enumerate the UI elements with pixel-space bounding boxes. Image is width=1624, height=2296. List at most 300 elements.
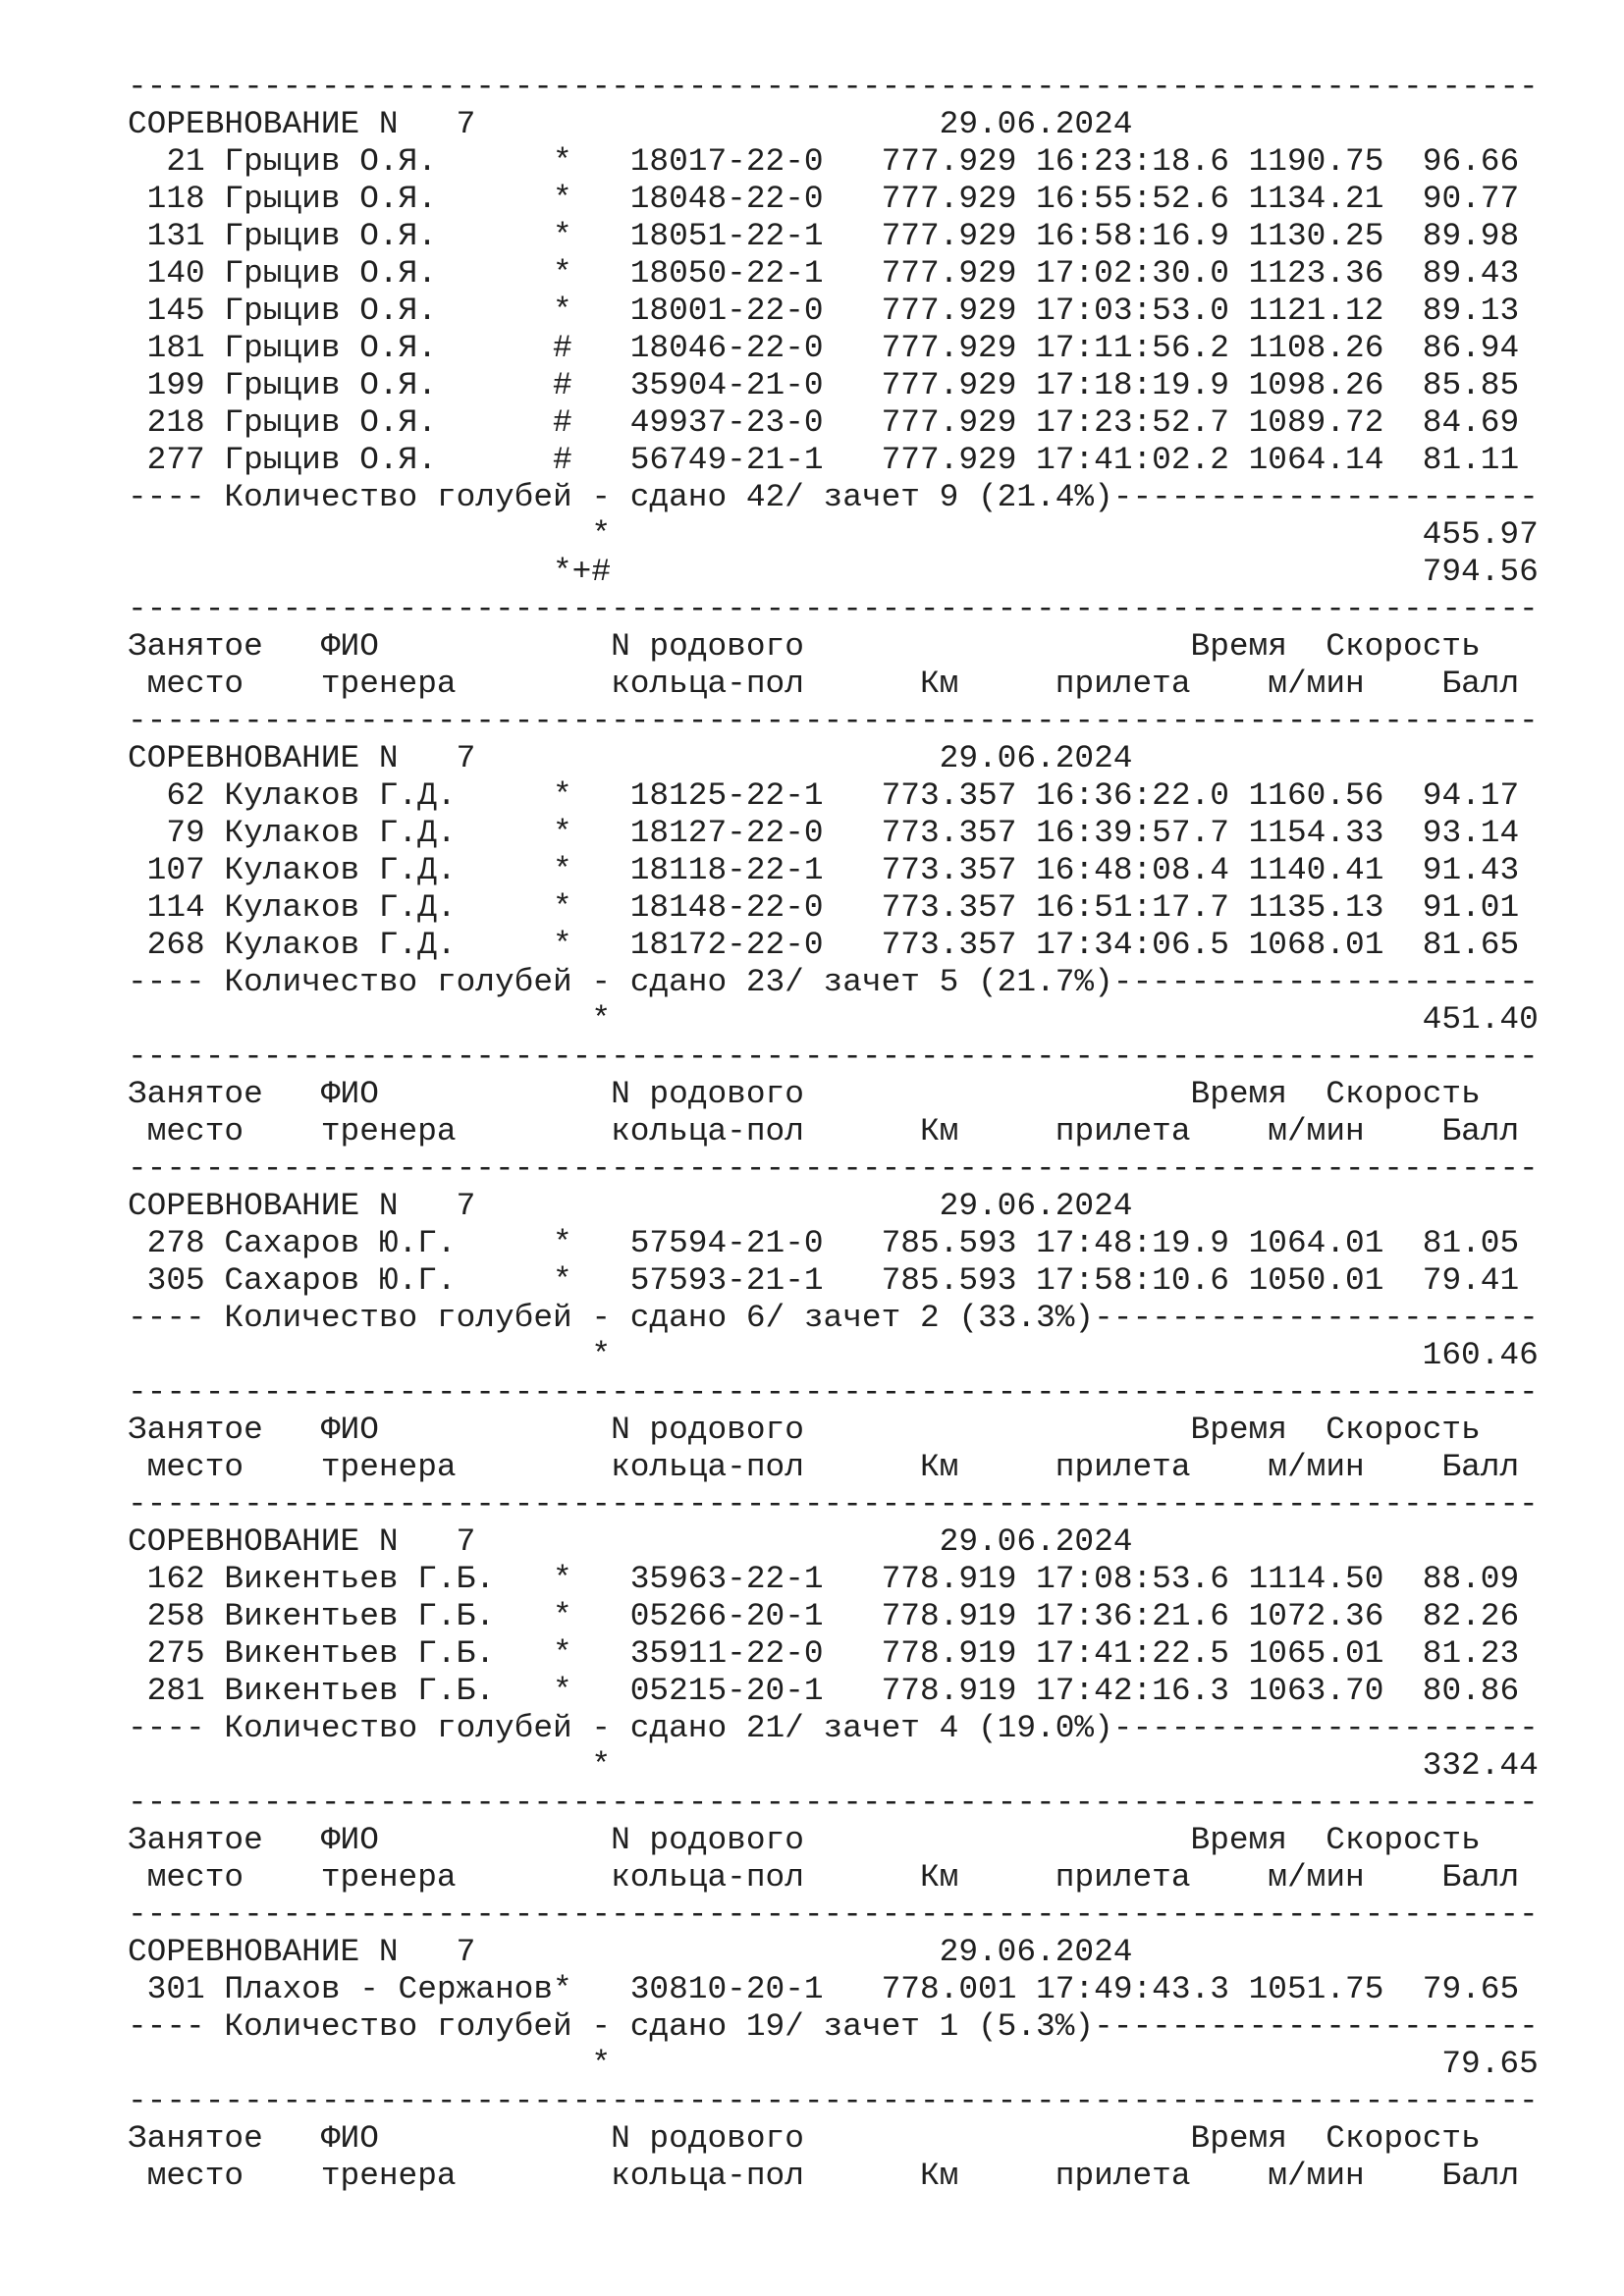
header-km: Км (919, 1113, 959, 1149)
header-speed: м/мин (1268, 1449, 1365, 1485)
arrival-time-cell: 16:51:17.7 (1036, 889, 1229, 926)
result-row (128, 1673, 1539, 1710)
header-score: Балл (1441, 1449, 1520, 1485)
header-time: Время (1074, 1076, 1287, 1112)
arrival-time-cell: 17:41:02.2 (1036, 442, 1229, 478)
arrival-time-cell: 17:18:19.9 (1036, 367, 1229, 403)
score-cell: 91.43 (1422, 852, 1520, 888)
header-km: Км (919, 2158, 959, 2194)
competition-title-line (128, 1523, 1539, 1561)
column-header-line-1 (128, 1822, 1539, 1859)
result-row (128, 777, 1539, 815)
separator-line: ------------------------------------------------------------------------- (128, 1150, 1539, 1187)
competition-title-line (128, 1934, 1539, 1971)
result-row (128, 367, 1539, 404)
competition-date: 29.06.2024 (939, 1523, 1133, 1560)
result-row (128, 330, 1539, 367)
result-row (128, 255, 1539, 293)
header-speed: Скорость (1326, 628, 1481, 665)
header-ring: кольца-пол (611, 666, 920, 702)
header-name: ФИО (320, 1076, 612, 1112)
speed-cell: 1108.26 (1248, 330, 1384, 366)
summary-text: Количество голубей - сдано 42/ зачет 9 (21.4%) (224, 479, 1113, 515)
total-line (128, 1337, 1539, 1374)
trainer-name-cell: Грыцив О.Я. (224, 442, 554, 478)
ring-cell: 05215-20-1 (629, 1673, 824, 1709)
score-cell: 89.98 (1422, 218, 1520, 254)
column-header-line-1 (128, 628, 1539, 666)
total-line (128, 1001, 1539, 1039)
speed-cell: 1134.21 (1248, 181, 1384, 217)
separator-line: ------------------------------------------------------------------------- (128, 1039, 1539, 1075)
result-row (128, 293, 1539, 330)
header-speed: Скорость (1326, 1822, 1481, 1858)
distance-cell: 778.919 (881, 1561, 1017, 1597)
header-score: Балл (1441, 1859, 1520, 1896)
header-ring: N родового (611, 1412, 1075, 1448)
header-place: Занятое (128, 1412, 321, 1448)
header-place: Занятое (128, 628, 321, 665)
score-cell: 81.65 (1422, 927, 1520, 963)
trainer-name-cell: Грыцив О.Я. (224, 181, 554, 217)
header-place: место (146, 1449, 321, 1485)
trainer-name-cell: Кулаков Г.Д. (224, 927, 554, 963)
place-cell: 62 (128, 777, 205, 814)
competition-title-line (128, 106, 1539, 143)
trainer-name-cell: Грыцив О.Я. (224, 330, 554, 366)
ring-cell: 05266-20-1 (629, 1598, 824, 1634)
header-km: Км (919, 1859, 959, 1896)
header-place: место (146, 2158, 321, 2194)
separator-line: ------------------------------------------------------------------------- (128, 69, 1539, 105)
column-header-line-2 (128, 1449, 1539, 1486)
header-place: Занятое (128, 2120, 321, 2157)
place-cell: 181 (128, 330, 205, 366)
result-row (128, 1561, 1539, 1598)
header-speed: Скорость (1326, 1412, 1481, 1448)
ring-cell: 18125-22-1 (629, 777, 824, 814)
result-row (128, 442, 1539, 479)
total-marker: *+# (553, 554, 612, 590)
result-row (128, 815, 1539, 852)
place-cell: 305 (128, 1262, 205, 1299)
result-row (128, 1598, 1539, 1635)
score-cell: 93.14 (1422, 815, 1520, 851)
ring-cell: 18118-22-1 (629, 852, 824, 888)
header-name: ФИО (320, 1412, 612, 1448)
competition-label: СОРЕВНОВАНИЕ N (128, 106, 399, 142)
total-value: 79.65 (1441, 2046, 1539, 2082)
place-cell: 218 (128, 404, 205, 441)
speed-cell: 1123.36 (1248, 255, 1384, 292)
speed-cell: 1050.01 (1248, 1262, 1384, 1299)
competition-label: СОРЕВНОВАНИЕ N (128, 740, 399, 776)
separator-line: ------------------------------------------------------------------------- (128, 703, 1539, 739)
mark-cell: # (553, 442, 572, 478)
arrival-time-cell: 16:23:18.6 (1036, 143, 1229, 180)
separator-line: ------------------------------------------------------------------------- (128, 1486, 1539, 1522)
header-name: тренера (320, 2158, 612, 2194)
trainer-name-cell: Викентьев Г.Б. (224, 1635, 554, 1672)
speed-cell: 1114.50 (1248, 1561, 1384, 1597)
trainer-name-cell: Сахаров Ю.Г. (224, 1262, 554, 1299)
score-cell: 85.85 (1422, 367, 1520, 403)
score-cell: 89.43 (1422, 255, 1520, 292)
distance-cell: 785.593 (881, 1262, 1017, 1299)
column-header-line-1 (128, 1412, 1539, 1449)
total-value: 451.40 (1422, 1001, 1539, 1038)
header-place: Занятое (128, 1076, 321, 1112)
ring-cell: 35904-21-0 (629, 367, 824, 403)
mark-cell: * (553, 1262, 572, 1299)
header-time: прилета (1055, 1859, 1191, 1896)
place-cell: 131 (128, 218, 205, 254)
speed-cell: 1098.26 (1248, 367, 1384, 403)
competition-date: 29.06.2024 (939, 106, 1133, 142)
header-ring: N родового (611, 628, 1075, 665)
distance-cell: 773.357 (881, 927, 1017, 963)
place-cell: 258 (128, 1598, 205, 1634)
arrival-time-cell: 16:55:52.6 (1036, 181, 1229, 217)
total-marker: * (591, 516, 612, 553)
mark-cell: * (553, 1635, 572, 1672)
ring-cell: 35963-22-1 (629, 1561, 824, 1597)
arrival-time-cell: 16:39:57.7 (1036, 815, 1229, 851)
competition-number: 7 (456, 740, 476, 776)
header-ring: кольца-пол (611, 1859, 920, 1896)
separator-line: ------------------------------------------------------------------------- (128, 1785, 1539, 1821)
result-row (128, 852, 1539, 889)
arrival-time-cell: 17:42:16.3 (1036, 1673, 1229, 1709)
trainer-name-cell: Грыцив О.Я. (224, 218, 554, 254)
result-row (128, 1262, 1539, 1300)
result-row (128, 1971, 1539, 2008)
place-cell: 21 (128, 143, 205, 180)
score-cell: 82.26 (1422, 1598, 1520, 1634)
result-row (128, 1635, 1539, 1673)
result-row (128, 889, 1539, 927)
speed-cell: 1068.01 (1248, 927, 1384, 963)
speed-cell: 1130.25 (1248, 218, 1384, 254)
result-row (128, 1225, 1539, 1262)
ring-cell: 56749-21-1 (629, 442, 824, 478)
total-line (128, 2046, 1539, 2083)
header-speed: м/мин (1268, 2158, 1365, 2194)
distance-cell: 777.929 (881, 143, 1017, 180)
distance-cell: 777.929 (881, 442, 1017, 478)
header-ring: кольца-пол (611, 1113, 920, 1149)
place-cell: 118 (128, 181, 205, 217)
speed-cell: 1051.75 (1248, 1971, 1384, 2007)
header-place: Занятое (128, 1822, 321, 1858)
column-header-line-2 (128, 666, 1539, 703)
separator-line: ------------------------------------------------------------------------- (128, 2083, 1539, 2119)
distance-cell: 777.929 (881, 367, 1017, 403)
header-km: Км (919, 666, 959, 702)
ring-cell: 49937-23-0 (629, 404, 824, 441)
competition-title-line (128, 740, 1539, 777)
total-line (128, 554, 1539, 591)
speed-cell: 1089.72 (1248, 404, 1384, 441)
mark-cell: * (553, 927, 572, 963)
score-cell: 89.13 (1422, 293, 1520, 329)
place-cell: 114 (128, 889, 205, 926)
mark-cell: * (553, 293, 572, 329)
score-cell: 81.11 (1422, 442, 1520, 478)
mark-cell: * (553, 1971, 572, 2007)
place-cell: 140 (128, 255, 205, 292)
score-cell: 90.77 (1422, 181, 1520, 217)
ring-cell: 18148-22-0 (629, 889, 824, 926)
competition-number: 7 (456, 1934, 476, 1970)
header-time: Время (1074, 2120, 1287, 2157)
distance-cell: 777.929 (881, 181, 1017, 217)
trainer-name-cell: Грыцив О.Я. (224, 293, 554, 329)
header-score: Балл (1441, 666, 1520, 702)
competition-date: 29.06.2024 (939, 1934, 1133, 1970)
competition-label: СОРЕВНОВАНИЕ N (128, 1188, 399, 1224)
header-ring: N родового (611, 2120, 1075, 2157)
arrival-time-cell: 17:03:53.0 (1036, 293, 1229, 329)
trainer-name-cell: Кулаков Г.Д. (224, 852, 554, 888)
score-cell: 94.17 (1422, 777, 1520, 814)
mark-cell: # (553, 404, 572, 441)
column-header-line-2 (128, 1113, 1539, 1150)
column-header-line-2 (128, 1859, 1539, 1896)
result-row (128, 218, 1539, 255)
ring-cell: 18051-22-1 (629, 218, 824, 254)
trainer-name-cell: Викентьев Г.Б. (224, 1598, 554, 1634)
competition-report (128, 69, 1539, 2195)
mark-cell: * (553, 852, 572, 888)
header-name: ФИО (320, 1822, 612, 1858)
score-cell: 91.01 (1422, 889, 1520, 926)
mark-cell: * (553, 143, 572, 180)
speed-cell: 1065.01 (1248, 1635, 1384, 1672)
ring-cell: 18172-22-0 (629, 927, 824, 963)
place-cell: 301 (128, 1971, 205, 2007)
score-cell: 81.23 (1422, 1635, 1520, 1672)
distance-cell: 777.929 (881, 218, 1017, 254)
trainer-name-cell: Сахаров Ю.Г. (224, 1225, 554, 1261)
total-marker: * (591, 1747, 612, 1784)
header-time: прилета (1055, 2158, 1191, 2194)
column-header-line-1 (128, 2120, 1539, 2158)
header-ring: кольца-пол (611, 1449, 920, 1485)
trainer-name-cell: Грыцив О.Я. (224, 404, 554, 441)
summary-text: Количество голубей - сдано 19/ зачет 1 (5.3%) (224, 2008, 1095, 2045)
score-cell: 79.65 (1422, 1971, 1520, 2007)
distance-cell: 777.929 (881, 293, 1017, 329)
header-name: ФИО (320, 2120, 612, 2157)
distance-cell: 778.001 (881, 1971, 1017, 2007)
arrival-time-cell: 16:48:08.4 (1036, 852, 1229, 888)
arrival-time-cell: 17:23:52.7 (1036, 404, 1229, 441)
header-speed: м/мин (1268, 1113, 1365, 1149)
header-name: тренера (320, 1449, 612, 1485)
distance-cell: 773.357 (881, 815, 1017, 851)
competition-number: 7 (456, 1523, 476, 1560)
arrival-time-cell: 17:58:10.6 (1036, 1262, 1229, 1299)
place-cell: 278 (128, 1225, 205, 1261)
arrival-time-cell: 17:48:19.9 (1036, 1225, 1229, 1261)
trainer-name-cell: Грыцив О.Я. (224, 255, 554, 292)
arrival-time-cell: 17:11:56.2 (1036, 330, 1229, 366)
total-line (128, 1747, 1539, 1785)
trainer-name-cell: Плахов - Сержанов (224, 1971, 554, 2007)
result-row (128, 181, 1539, 218)
place-cell: 162 (128, 1561, 205, 1597)
arrival-time-cell: 16:58:16.9 (1036, 218, 1229, 254)
mark-cell: * (553, 889, 572, 926)
mark-cell: * (553, 1673, 572, 1709)
summary-line: ---- Количество голубей - сдано 23/ зачет 5 (21.7%)---------------------- (128, 964, 1539, 1000)
score-cell: 88.09 (1422, 1561, 1520, 1597)
ring-cell: 18127-22-0 (629, 815, 824, 851)
competition-label: СОРЕВНОВАНИЕ N (128, 1934, 399, 1970)
ring-cell: 18050-22-1 (629, 255, 824, 292)
header-speed: Скорость (1326, 1076, 1481, 1112)
header-time: Время (1074, 628, 1287, 665)
speed-cell: 1160.56 (1248, 777, 1384, 814)
speed-cell: 1121.12 (1248, 293, 1384, 329)
header-time: прилета (1055, 1449, 1191, 1485)
total-marker: * (591, 1001, 612, 1038)
summary-line: ---- Количество голубей - сдано 42/ зачет 9 (21.4%)---------------------- (128, 479, 1539, 515)
ring-cell: 18001-22-0 (629, 293, 824, 329)
result-row (128, 404, 1539, 442)
mark-cell: * (553, 1561, 572, 1597)
header-time: прилета (1055, 666, 1191, 702)
place-cell: 281 (128, 1673, 205, 1709)
arrival-time-cell: 17:02:30.0 (1036, 255, 1229, 292)
arrival-time-cell: 17:08:53.6 (1036, 1561, 1229, 1597)
header-time: прилета (1055, 1113, 1191, 1149)
trainer-name-cell: Грыцив О.Я. (224, 367, 554, 403)
summary-line: ---- Количество голубей - сдано 19/ зачет 1 (5.3%)----------------------- (128, 2008, 1539, 2045)
score-cell: 96.66 (1422, 143, 1520, 180)
summary-text: Количество голубей - сдано 21/ зачет 4 (19.0%) (224, 1710, 1113, 1746)
competition-number: 7 (456, 106, 476, 142)
header-km: Км (919, 1449, 959, 1485)
ring-cell: 18048-22-0 (629, 181, 824, 217)
place-cell: 145 (128, 293, 205, 329)
trainer-name-cell: Кулаков Г.Д. (224, 889, 554, 926)
header-score: Балл (1441, 2158, 1520, 2194)
mark-cell: * (553, 1598, 572, 1634)
separator-line: ------------------------------------------------------------------------- (128, 591, 1539, 627)
trainer-name-cell: Кулаков Г.Д. (224, 815, 554, 851)
header-name: ФИО (320, 628, 612, 665)
distance-cell: 773.357 (881, 889, 1017, 926)
separator-line: ------------------------------------------------------------------------- (128, 1374, 1539, 1411)
header-name: тренера (320, 666, 612, 702)
speed-cell: 1063.70 (1248, 1673, 1384, 1709)
result-row (128, 927, 1539, 964)
distance-cell: 777.929 (881, 330, 1017, 366)
header-time: Время (1074, 1822, 1287, 1858)
header-speed: м/мин (1268, 1859, 1365, 1896)
arrival-time-cell: 16:36:22.0 (1036, 777, 1229, 814)
ring-cell: 57594-21-0 (629, 1225, 824, 1261)
summary-line: ---- Количество голубей - сдано 6/ зачет 2 (33.3%)----------------------- (128, 1300, 1539, 1336)
separator-line: ------------------------------------------------------------------------- (128, 1896, 1539, 1933)
speed-cell: 1154.33 (1248, 815, 1384, 851)
speed-cell: 1064.01 (1248, 1225, 1384, 1261)
total-value: 332.44 (1422, 1747, 1539, 1784)
mark-cell: * (553, 777, 572, 814)
arrival-time-cell: 17:34:06.5 (1036, 927, 1229, 963)
trainer-name-cell: Викентьев Г.Б. (224, 1673, 554, 1709)
speed-cell: 1135.13 (1248, 889, 1384, 926)
mark-cell: * (553, 218, 572, 254)
ring-cell: 18017-22-0 (629, 143, 824, 180)
distance-cell: 778.919 (881, 1598, 1017, 1634)
header-time: Время (1074, 1412, 1287, 1448)
header-speed: Скорость (1326, 2120, 1481, 2157)
trainer-name-cell: Викентьев Г.Б. (224, 1561, 554, 1597)
header-score: Балл (1441, 1113, 1520, 1149)
mark-cell: # (553, 367, 572, 403)
distance-cell: 773.357 (881, 852, 1017, 888)
competition-date: 29.06.2024 (939, 740, 1133, 776)
distance-cell: 785.593 (881, 1225, 1017, 1261)
speed-cell: 1190.75 (1248, 143, 1384, 180)
score-cell: 79.41 (1422, 1262, 1520, 1299)
distance-cell: 778.919 (881, 1673, 1017, 1709)
header-ring: N родового (611, 1822, 1075, 1858)
distance-cell: 777.929 (881, 404, 1017, 441)
place-cell: 277 (128, 442, 205, 478)
place-cell: 199 (128, 367, 205, 403)
header-name: тренера (320, 1113, 612, 1149)
speed-cell: 1064.14 (1248, 442, 1384, 478)
mark-cell: # (553, 330, 572, 366)
distance-cell: 778.919 (881, 1635, 1017, 1672)
mark-cell: * (553, 255, 572, 292)
place-cell: 107 (128, 852, 205, 888)
distance-cell: 777.929 (881, 255, 1017, 292)
header-ring: кольца-пол (611, 2158, 920, 2194)
total-line (128, 516, 1539, 554)
score-cell: 84.69 (1422, 404, 1520, 441)
place-cell: 79 (128, 815, 205, 851)
ring-cell: 35911-22-0 (629, 1635, 824, 1672)
header-name: тренера (320, 1859, 612, 1896)
competition-title-line (128, 1188, 1539, 1225)
column-header-line-1 (128, 1076, 1539, 1113)
place-cell: 275 (128, 1635, 205, 1672)
summary-line: ---- Количество голубей - сдано 21/ зачет 4 (19.0%)---------------------- (128, 1710, 1539, 1746)
header-speed: м/мин (1268, 666, 1365, 702)
speed-cell: 1072.36 (1248, 1598, 1384, 1634)
speed-cell: 1140.41 (1248, 852, 1384, 888)
summary-text: Количество голубей - сдано 6/ зачет 2 (33.3%) (224, 1300, 1095, 1336)
result-row (128, 143, 1539, 181)
ring-cell: 18046-22-0 (629, 330, 824, 366)
total-value: 455.97 (1422, 516, 1539, 553)
summary-text: Количество голубей - сдано 23/ зачет 5 (21.7%) (224, 964, 1113, 1000)
arrival-time-cell: 17:49:43.3 (1036, 1971, 1229, 2007)
competition-label: СОРЕВНОВАНИЕ N (128, 1523, 399, 1560)
mark-cell: * (553, 181, 572, 217)
ring-cell: 30810-20-1 (629, 1971, 824, 2007)
trainer-name-cell: Грыцив О.Я. (224, 143, 554, 180)
header-place: место (146, 666, 321, 702)
column-header-line-2 (128, 2158, 1539, 2195)
arrival-time-cell: 17:36:21.6 (1036, 1598, 1229, 1634)
total-value: 794.56 (1422, 554, 1539, 590)
